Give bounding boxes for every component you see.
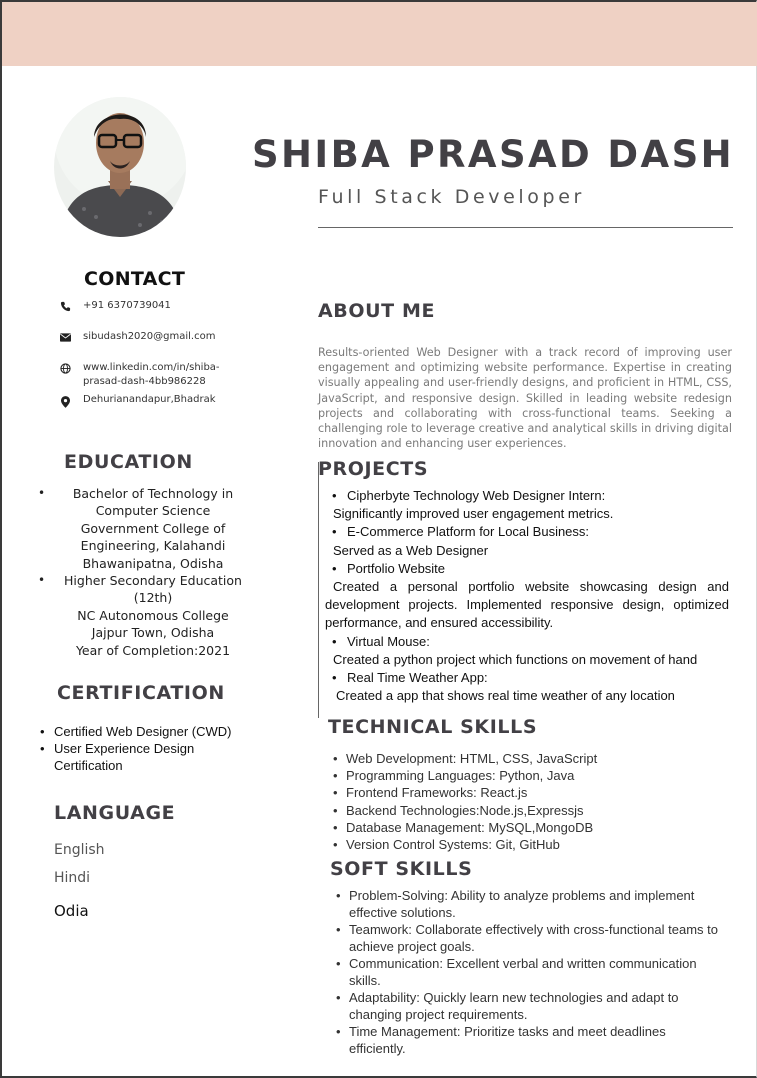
- project-desc: Served as a Web Designer: [333, 542, 489, 558]
- bullet-icon: •: [333, 751, 338, 766]
- skill-text: Database Management: MySQL,MongoDB: [346, 819, 594, 835]
- certification-text: Certified Web Designer (CWD): [54, 724, 232, 739]
- list-item: [330, 784, 730, 801]
- project-desc: Significantly improved user engagement metrics.: [333, 506, 614, 522]
- list-item: [333, 887, 723, 921]
- contact-linkedin-text: www.linkedin.com/in/shiba-prasad-dash-4bb986228: [83, 362, 220, 387]
- technical-skills-heading: TECHNICAL SKILLS: [328, 716, 538, 738]
- project-title-text: Real Time Weather App:: [347, 670, 488, 686]
- education-heading: EDUCATION: [64, 451, 193, 473]
- full-name: SHIBA PRASAD DASH: [252, 133, 734, 176]
- language-english: English: [54, 842, 105, 858]
- header-accent-band: [2, 2, 757, 66]
- education-item: [38, 572, 248, 659]
- bullet-icon: •: [332, 670, 337, 686]
- education-line: NC Autonomous College: [77, 607, 229, 623]
- certification-item: [38, 723, 253, 740]
- bullet-icon: •: [333, 837, 338, 853]
- education-list: [38, 485, 248, 659]
- bullet-icon: •: [40, 741, 45, 756]
- education-item: [38, 485, 248, 572]
- bullet-icon: •: [38, 573, 46, 588]
- list-item: [330, 750, 730, 767]
- skill-text: Frontend Frameworks: React.js: [346, 785, 528, 801]
- skill-text: Time Management: Prioritize tasks and meet deadlines efficiently.: [349, 1024, 666, 1056]
- skill-text: Teamwork: Collaborate effectively with cross-functional teams to achieve project goals.: [349, 922, 718, 954]
- projects-list: [325, 487, 729, 705]
- education-line: Government College of: [80, 520, 226, 536]
- skill-text: Programming Languages: Python, Java: [346, 768, 575, 784]
- project-title: [325, 633, 729, 651]
- bullet-icon: •: [336, 888, 341, 903]
- project-desc: Created a personal portfolio website showcasing design and development projects. Implemented responsive design, optimized performance, and ensured accessibility.: [325, 579, 729, 631]
- list-item: [330, 819, 730, 836]
- about-heading: ABOUT ME: [318, 300, 436, 322]
- certification-heading: CERTIFICATION: [57, 682, 225, 704]
- education-line: (12th): [133, 590, 173, 606]
- bullet-icon: •: [336, 922, 341, 937]
- education-line: Engineering, Kalahandi: [80, 538, 226, 554]
- bullet-icon: •: [333, 819, 338, 835]
- contact-location-text: Dehurianandapur,Bhadrak: [83, 394, 216, 405]
- contact-linkedin: [58, 361, 253, 389]
- project-title-text: Cipherbyte Technology Web Designer Intern:: [347, 488, 606, 503]
- contact-phone: [58, 299, 253, 313]
- bullet-icon: •: [40, 724, 45, 739]
- bullet-icon: •: [333, 785, 338, 801]
- certification-list: [38, 723, 253, 774]
- certification-text: User Experience Design Certification: [54, 741, 195, 773]
- project-title: [325, 487, 729, 505]
- list-item: [330, 836, 730, 853]
- skill-text: Version Control Systems: Git, GitHub: [346, 837, 560, 853]
- skill-text: Communication: Excellent verbal and written communication skills.: [349, 956, 697, 988]
- bullet-icon: •: [332, 633, 337, 649]
- skill-text: Adaptability: Quickly learn new technologies and adapt to changing project requirements.: [349, 990, 679, 1022]
- projects-divider: [318, 462, 319, 718]
- bullet-icon: •: [336, 1024, 341, 1039]
- bullet-icon: •: [332, 524, 337, 540]
- education-line: Higher Secondary Education: [64, 573, 242, 589]
- project-title: [325, 523, 729, 541]
- list-item: [330, 802, 730, 819]
- project-title: [325, 669, 729, 687]
- globe-icon: [58, 361, 72, 375]
- list-item: [333, 955, 723, 989]
- education-line: Bhawanipatna, Odisha: [82, 555, 224, 571]
- soft-skills-heading: SOFT SKILLS: [330, 858, 473, 880]
- contact-email-text: sibudash2020@gmail.com: [83, 331, 216, 342]
- technical-skills-list: [330, 750, 730, 853]
- certification-item: [38, 740, 253, 774]
- contact-heading: CONTACT: [84, 268, 186, 290]
- bullet-icon: •: [38, 486, 46, 500]
- phone-icon: [58, 299, 72, 313]
- language-odia: Odia: [54, 902, 89, 920]
- bullet-icon: •: [336, 956, 341, 971]
- bullet-icon: •: [336, 990, 341, 1005]
- project-title-text: E-Commerce Platform for Local Business:: [347, 524, 590, 540]
- location-pin-icon: [58, 395, 72, 409]
- contact-location: [58, 393, 253, 409]
- project-title-text: Virtual Mouse:: [347, 633, 430, 649]
- job-title: Full Stack Developer: [318, 186, 585, 208]
- skill-text: Web Development: HTML, CSS, JavaScript: [346, 751, 598, 766]
- bullet-icon: •: [333, 768, 338, 784]
- education-line: Year of Completion:2021: [75, 642, 231, 658]
- about-text: Results-oriented Web Designer with a track record of improving user engagement and optimizing website performance. Expertise in creating visually appealing and user-friendly designs, and proficient in HTML, CSS, JavaScript, and responsive design. Skilled in leading website redesign projects and collaborating with cross-functional teams. Seeking a challenging role to leverage creative and analytical skills in driving digital innovation and enhancing user experiences.: [318, 346, 732, 451]
- contact-phone-text: +91 6370739041: [83, 300, 171, 311]
- project-desc: Created a python project which functions on movement of hand: [333, 651, 698, 667]
- list-item: [333, 1023, 723, 1057]
- language-hindi: Hindi: [54, 870, 91, 886]
- projects-heading: PROJECTS: [318, 458, 429, 480]
- project-title: [325, 560, 729, 578]
- project-desc: Created a app that shows real time weather of any location: [336, 688, 675, 704]
- profile-photo: [54, 97, 186, 237]
- list-item: [333, 989, 723, 1023]
- bullet-icon: •: [333, 802, 338, 818]
- skill-text: Backend Technologies:Node.js,Expressjs: [346, 802, 584, 818]
- project-title-text: Portfolio Website: [347, 560, 446, 576]
- list-item: [333, 921, 723, 955]
- soft-skills-list: [333, 887, 723, 1057]
- skill-text: Problem-Solving: Ability to analyze problems and implement effective solutions.: [349, 888, 695, 920]
- language-heading: LANGUAGE: [54, 802, 176, 824]
- bullet-icon: •: [332, 560, 337, 576]
- bullet-icon: •: [332, 488, 337, 503]
- education-line: Bachelor of Technology in: [72, 486, 234, 501]
- email-icon: [58, 330, 72, 344]
- contact-email: [58, 330, 253, 344]
- list-item: [330, 767, 730, 784]
- education-line: Computer Science: [95, 503, 211, 519]
- title-divider: [318, 227, 733, 228]
- education-line: Jajpur Town, Odisha: [91, 625, 215, 641]
